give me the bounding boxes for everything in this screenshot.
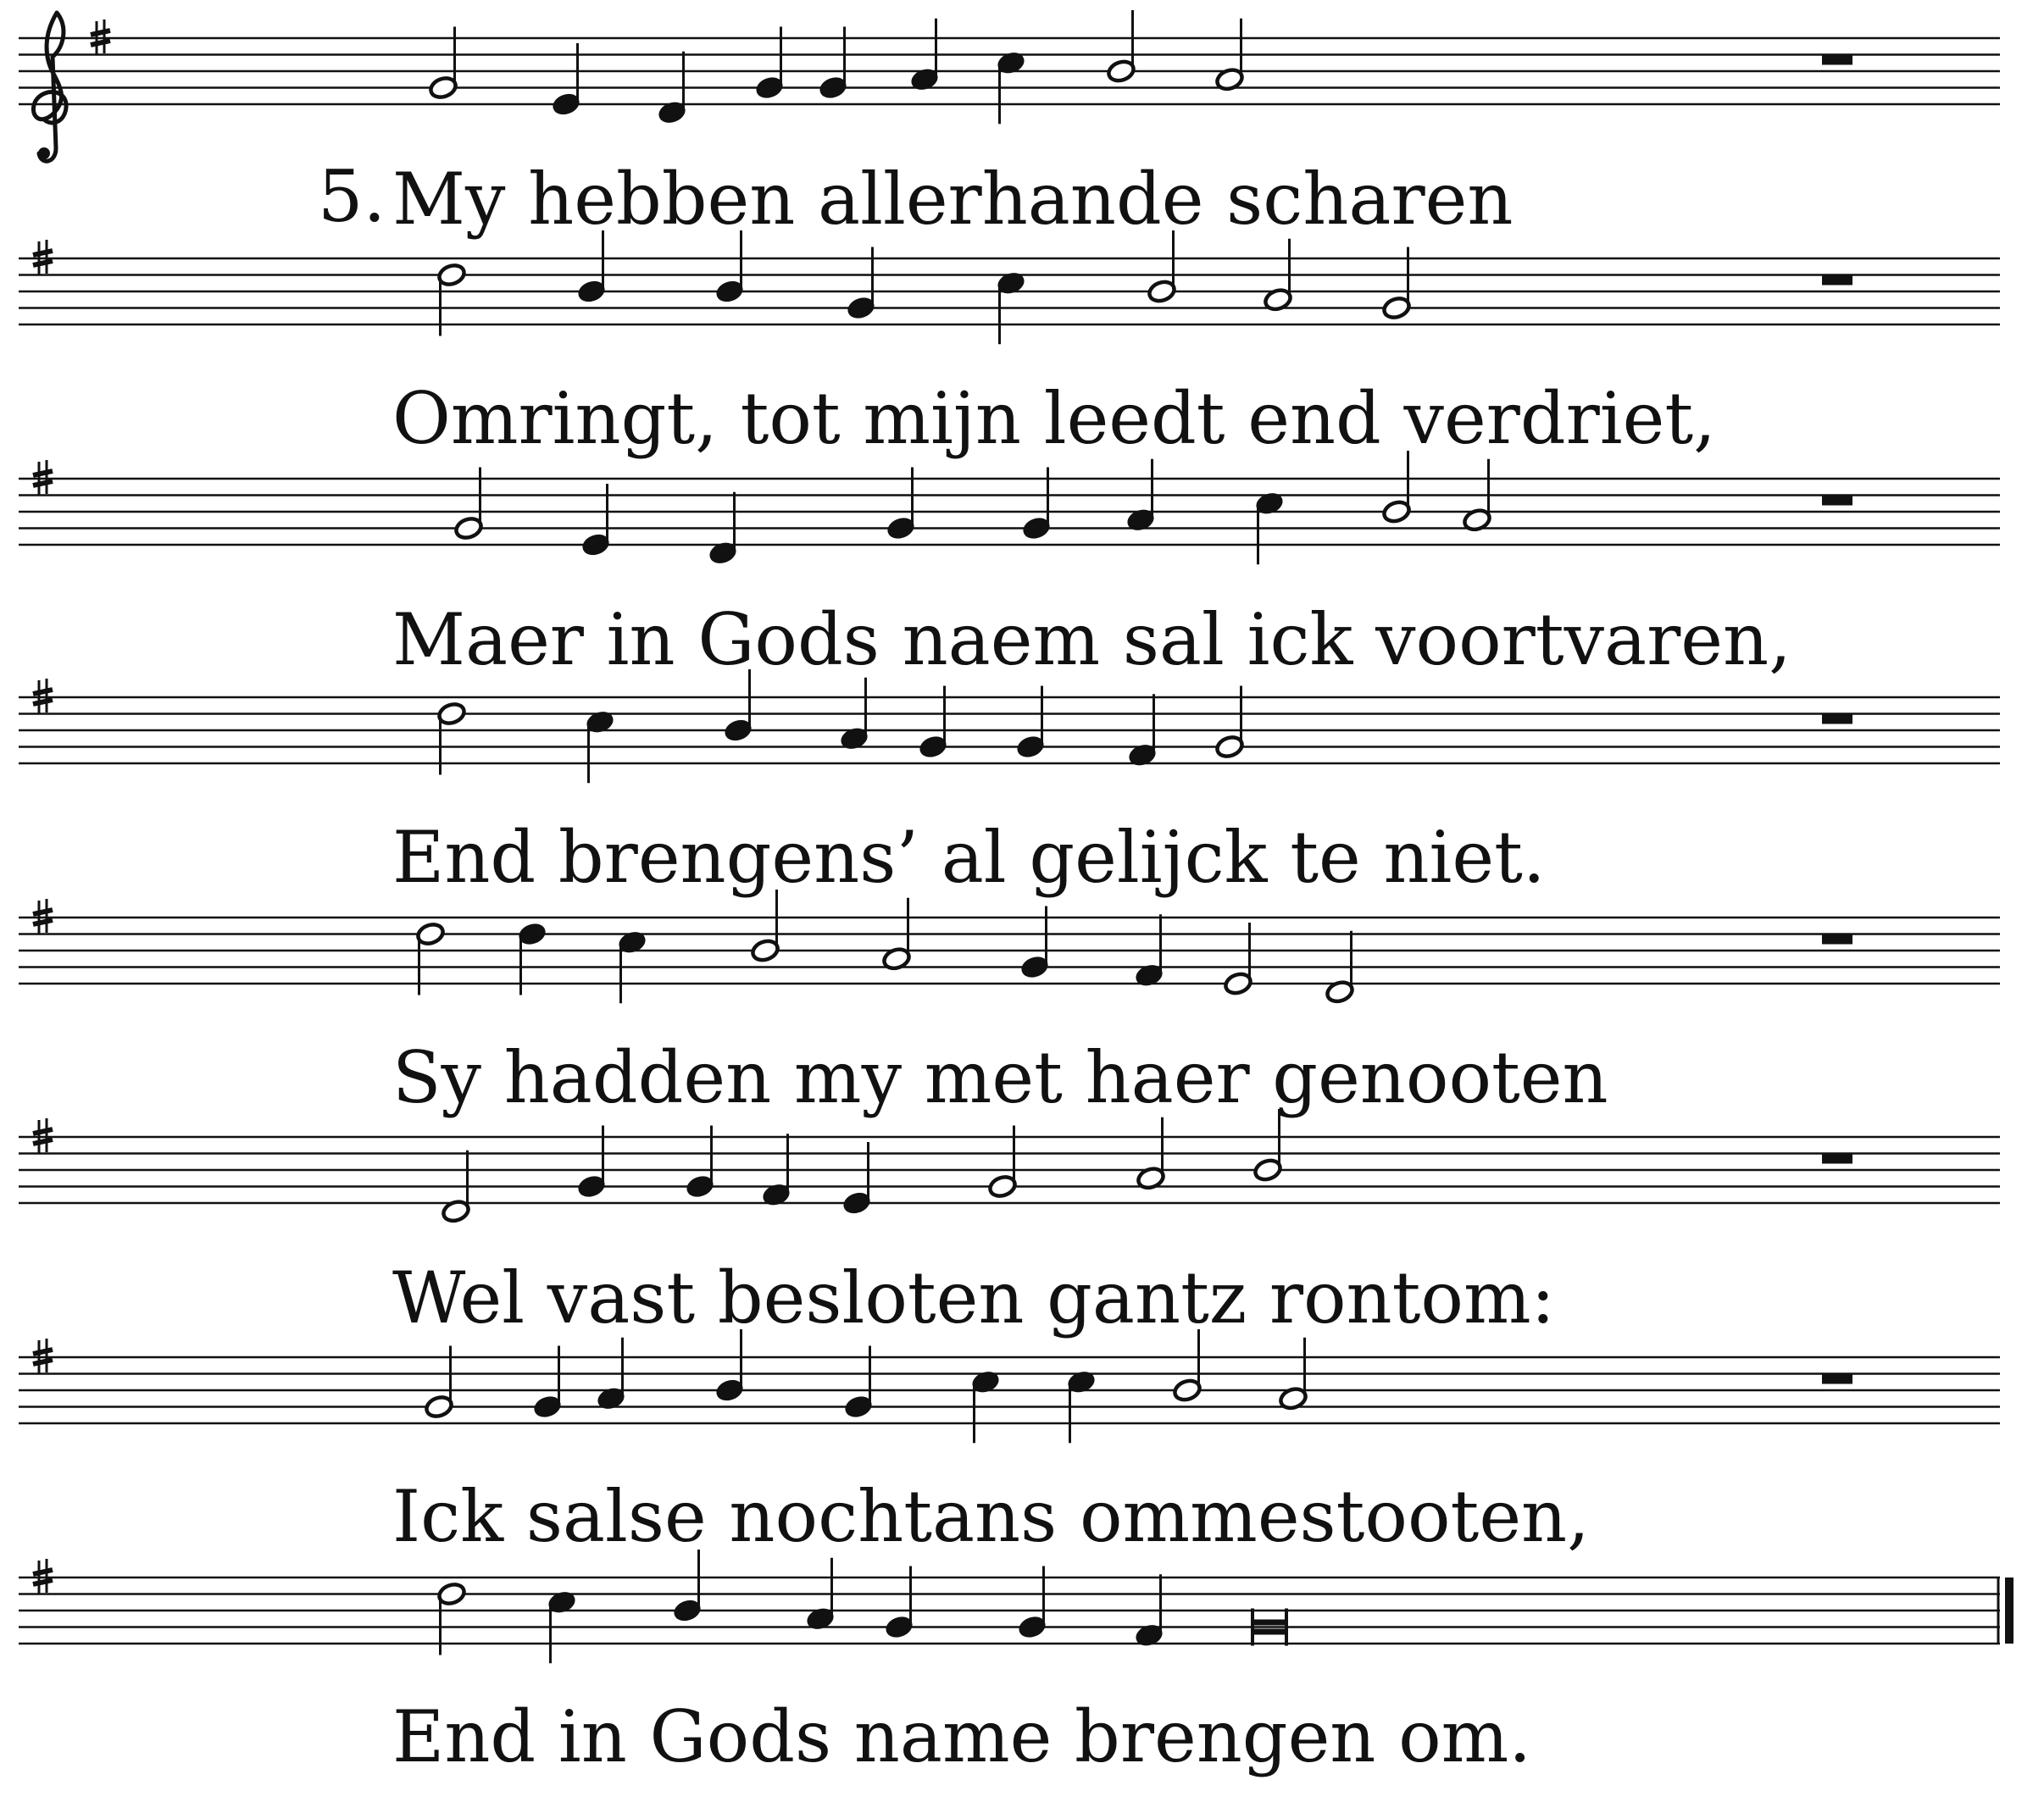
staff-lines	[19, 1577, 2000, 1644]
rest	[1822, 1154, 1852, 1164]
note	[576, 230, 606, 304]
lyric-line-7: Ick salse nochtans ommestooten,	[392, 1475, 1590, 1558]
staff-lines	[19, 479, 2000, 545]
note	[1253, 1109, 1282, 1183]
rest	[1822, 714, 1852, 724]
staff-lines	[19, 1357, 2000, 1423]
note	[750, 890, 780, 963]
staff-lines	[19, 697, 2000, 763]
final-barline	[1998, 1577, 2013, 1644]
staff-system-3	[19, 451, 2000, 566]
staff-system-4	[19, 669, 2000, 783]
rest	[1822, 275, 1852, 286]
lyric-line-4: End brengens’ al gelijck te niet.	[392, 816, 1546, 899]
rest	[1822, 55, 1852, 65]
staff-system-6	[19, 1109, 2000, 1224]
rest	[1822, 1374, 1852, 1384]
note	[714, 1329, 744, 1403]
note	[1172, 1329, 1202, 1403]
note	[1147, 230, 1176, 304]
staff-system-7	[19, 1329, 2000, 1443]
clef-dot	[38, 147, 50, 159]
staff-system-2	[19, 230, 2000, 344]
lyric-line-1: My hebben allerhande scharen	[392, 158, 1514, 241]
rest	[1822, 934, 1852, 945]
lyric-line-6: Wel vast besloten gantz rontom:	[392, 1256, 1555, 1339]
staff-system-8	[19, 1550, 2013, 1663]
lyric-line-2: Omringt, tot mijn leedt end verdriet,	[392, 377, 1716, 460]
note	[714, 230, 744, 304]
lyric-line-3: Maer in Gods naem sal ick voortvaren,	[392, 598, 1791, 681]
staff-system-5	[19, 890, 2000, 1005]
note	[672, 1550, 702, 1623]
staff-system-1	[19, 10, 2000, 161]
lyric-line-5: Sy hadden my met haer genooten	[392, 1036, 1608, 1119]
lyric-line-8: End in Gods name brengen om.	[392, 1695, 1531, 1778]
rest	[1822, 496, 1852, 506]
staff-lines	[19, 918, 2000, 984]
note	[1381, 451, 1411, 524]
note	[1106, 10, 1136, 84]
verse-number: 5.	[318, 155, 386, 238]
